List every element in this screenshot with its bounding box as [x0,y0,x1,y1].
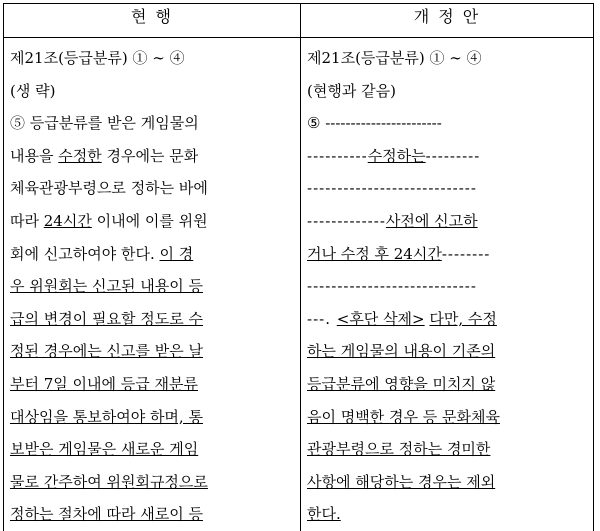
text-segment: 제21조(등급분류) ① ∼ ④ [307,49,482,67]
current-line [10,466,292,499]
current-line [10,498,292,531]
revision-line [307,466,585,499]
current-text-cell [4,38,301,531]
current-line [10,270,292,303]
current-line [10,42,292,75]
underlined-text: 수정한 [58,146,102,165]
revision-text-cell [301,38,594,531]
current-line [10,75,292,108]
text-segment: 내용을 [10,146,59,165]
revision-line [307,75,585,108]
underlined-text: 하는 게임물의 내용이 기존의 [307,342,496,361]
current-line [10,172,292,205]
header-row [4,4,594,38]
current-line [10,107,292,140]
current-line [10,368,292,401]
underlined-text: 우 위원회는 신고된 내용이 등 [10,277,203,296]
revision-line [307,498,585,531]
text-segment: 경우에는 문화 [101,146,199,165]
underlined-text: 한다. [307,505,341,524]
revision-line [307,42,585,75]
current-line [10,205,292,238]
revision-line [307,368,585,401]
revision-line [307,401,585,434]
underlined-text: 사전에 신고하 [385,211,478,230]
underlined-text: 관광부령으로 정하는 경미한 [307,440,491,459]
text-segment: --------- [425,146,481,165]
underlined-text: 거나 수정 후 24시간 [307,244,442,263]
revision-column-header: 개 정 안 [301,4,594,38]
underlined-text: 보받은 게임물은 새로운 게임 [10,440,199,459]
text-segment: (생 략) [10,81,56,100]
revision-line [307,107,585,140]
text-segment: ---------------------------- [307,277,477,296]
current-column-header: 현 행 [4,4,301,38]
text-segment: 체육관광부령으로 정하는 바에 [10,179,208,198]
text-segment: 제21조(등급분류) ① ∼ ④ [10,49,185,67]
text-segment: 이내에 이를 위원 [91,211,208,230]
underlined-text: 부터 7일 이내에 등급 재분류 [10,374,199,393]
text-segment: 회에 신고하여야 한다. [10,244,160,263]
revision-line [307,238,585,271]
current-line [10,433,292,466]
text-segment: ---. [307,309,337,328]
text-segment: ⑤ 등급분류를 받은 게임물의 [10,114,199,133]
current-line [10,401,292,434]
underlined-text: 등급분류에 영향을 미치지 않 [307,374,496,393]
revision-line [307,433,585,466]
current-line [10,335,292,368]
revision-line [307,335,585,368]
revision-text [301,38,593,531]
text-segment: -------- [441,244,491,263]
text-segment: (현행과 같음) [307,81,396,100]
current-line [10,140,292,173]
underlined-text: 정된 경우에는 신고를 받은 날 [10,342,203,361]
comparison-table [3,3,594,531]
text-segment: ⑤ ----------------------- [307,114,442,133]
revision-line [307,140,585,173]
current-line [10,238,292,271]
text-segment: ---------------------------- [307,179,477,198]
underlined-text: 이 경 [159,244,194,263]
text-segment: ---------- [307,146,368,165]
body-row [4,38,594,531]
underlined-text: 24시간 [43,211,92,230]
text-segment: ------------- [307,211,386,230]
underlined-text: <후단 삭제> [336,309,425,328]
revision-line [307,205,585,238]
underlined-text: 사항에 해당하는 경우는 제외 [307,472,496,491]
underlined-text: 음이 명백한 경우 등 문화체육 [307,407,500,426]
current-line [10,303,292,336]
underlined-text: 수정하는 [367,146,426,165]
revision-line [307,172,585,205]
current-text [4,38,300,531]
underlined-text: 대상임을 통보하여야 하며, 통 [10,407,203,426]
revision-line [307,303,585,336]
underlined-text: 다만, 수정 [429,309,497,328]
text-segment: 따라 [10,211,44,230]
underlined-text: 급의 변경이 필요할 정도로 수 [10,309,203,328]
revision-line [307,270,585,303]
underlined-text: 정하는 절차에 따라 새로이 등 [10,505,203,524]
underlined-text: 물로 간주하여 위원회규정으로 [10,472,208,491]
